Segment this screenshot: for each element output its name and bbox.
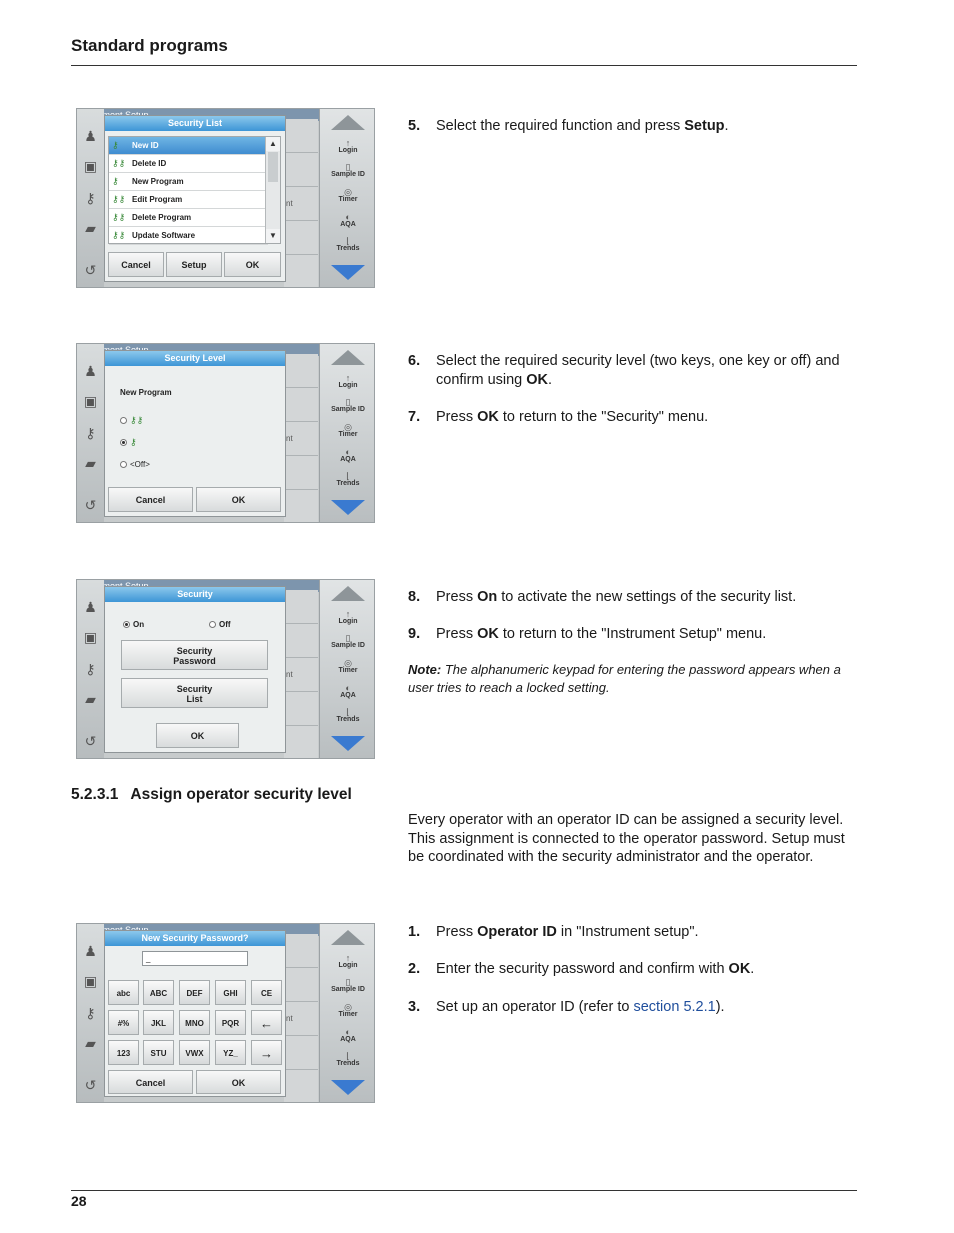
scroll-up-icon[interactable] bbox=[331, 930, 365, 945]
note: Note: The alphanumeric keypad for entering the password appears when a user tries to reach a locked setting. bbox=[408, 662, 841, 695]
triangle-up-icon[interactable]: ▲ bbox=[266, 137, 280, 151]
trends-icon: ⌊ bbox=[346, 471, 350, 481]
triangle-down-icon[interactable]: ▼ bbox=[266, 229, 280, 243]
list-item[interactable]: ⚷⚷ Update Software bbox=[109, 227, 268, 245]
trends-button[interactable]: ⌊ Trends bbox=[320, 237, 375, 253]
scroll-down-icon[interactable] bbox=[331, 265, 365, 280]
aqa-button[interactable]: ◐ AQA bbox=[320, 1028, 375, 1044]
security-list-button[interactable]: Security List bbox=[121, 678, 268, 708]
bg-rows: nt bbox=[284, 119, 318, 287]
login-icon: ↑ bbox=[345, 138, 351, 148]
program-label: New Program bbox=[120, 388, 172, 397]
dialog-title: Security Level bbox=[105, 351, 285, 366]
sample-id-button[interactable]: ▯ Sample ID bbox=[320, 978, 375, 994]
key-ghi[interactable]: GHI bbox=[215, 980, 246, 1005]
login-button[interactable]: ↑ Login bbox=[320, 610, 375, 626]
double-key-icon: ⚷⚷ bbox=[112, 158, 126, 168]
key-abc[interactable]: abc bbox=[108, 980, 139, 1005]
radio-two-keys[interactable] bbox=[120, 415, 143, 426]
aqa-icon: ◐ bbox=[345, 683, 351, 693]
step-6: 6. Select the required security level (two keys, one key or off) and confirm using OK. bbox=[408, 353, 840, 388]
folder-icon[interactable]: ▰ bbox=[85, 1035, 96, 1051]
arrow-right-icon[interactable]: → bbox=[251, 1040, 282, 1065]
back-icon[interactable]: ↺ bbox=[84, 262, 97, 278]
page-header-title: Standard programs bbox=[71, 36, 228, 55]
ok-button[interactable]: OK bbox=[156, 723, 239, 748]
back-icon[interactable]: ↺ bbox=[84, 733, 97, 749]
aqa-button[interactable]: ◐ AQA bbox=[320, 684, 375, 700]
screenshot-security-list bbox=[76, 108, 375, 288]
list-item[interactable]: ⚷⚷ Delete ID bbox=[109, 155, 268, 173]
header-rule bbox=[71, 65, 857, 66]
trends-icon: ⌊ bbox=[346, 707, 350, 717]
person-icon[interactable]: ♟ bbox=[84, 943, 97, 959]
key-icon[interactable]: ⚷ bbox=[85, 425, 96, 441]
device-icon[interactable]: ▣ bbox=[83, 973, 98, 989]
left-toolbar bbox=[77, 109, 104, 287]
section-heading: 5.2.3.1 Assign operator security level bbox=[71, 786, 352, 803]
radio-one-key[interactable] bbox=[120, 437, 137, 448]
step-3: 3. Set up an operator ID (refer to section 5.2.1). bbox=[408, 999, 725, 1015]
timer-icon: ◎ bbox=[344, 1002, 352, 1012]
footer-rule bbox=[71, 1190, 857, 1191]
trends-icon: ⌊ bbox=[346, 236, 350, 246]
double-key-icon: ⚷⚷ bbox=[112, 212, 126, 222]
key-clear[interactable]: CE bbox=[251, 980, 282, 1005]
trends-button[interactable]: ⌊ Trends bbox=[320, 472, 375, 488]
sample-id-icon: ▯ bbox=[345, 397, 351, 407]
password-keypad-dialog bbox=[104, 930, 286, 1097]
right-toolbar bbox=[319, 580, 375, 758]
timer-button[interactable]: ◎ Timer bbox=[320, 659, 375, 675]
radio-on[interactable]: On bbox=[123, 620, 144, 629]
left-toolbar bbox=[77, 344, 104, 522]
radio-off[interactable]: Off bbox=[209, 620, 231, 629]
cancel-button[interactable]: Cancel bbox=[108, 487, 193, 512]
right-toolbar bbox=[319, 344, 375, 522]
single-key-icon: ⚷ bbox=[130, 437, 137, 447]
screenshot-new-security-password bbox=[76, 923, 375, 1103]
cancel-button[interactable]: Cancel bbox=[108, 1070, 193, 1094]
aqa-icon: ◐ bbox=[345, 212, 351, 222]
security-password-button[interactable]: Security Password bbox=[121, 640, 268, 670]
key-icon[interactable]: ⚷ bbox=[85, 1005, 96, 1021]
right-toolbar bbox=[319, 109, 375, 287]
single-key-icon: ⚷ bbox=[112, 140, 119, 150]
aqa-button[interactable]: ◐ AQA bbox=[320, 448, 375, 464]
key-pqr[interactable]: PQR bbox=[215, 1010, 246, 1035]
dialog-title: Security List bbox=[105, 116, 285, 131]
ok-button[interactable]: OK bbox=[224, 252, 281, 277]
list-scrollbar[interactable] bbox=[265, 137, 280, 243]
ok-button[interactable]: OK bbox=[196, 487, 281, 512]
step-9: 9. Press OK to return to the "Instrument Setup" menu. bbox=[408, 626, 767, 642]
scroll-up-icon[interactable] bbox=[331, 350, 365, 365]
sample-id-icon: ▯ bbox=[345, 977, 351, 987]
sample-id-button[interactable]: ▯ Sample ID bbox=[320, 163, 375, 179]
person-icon[interactable]: ♟ bbox=[84, 128, 97, 144]
aqa-icon: ◐ bbox=[345, 447, 351, 457]
sample-id-icon: ▯ bbox=[345, 633, 351, 643]
timer-icon: ◎ bbox=[344, 422, 352, 432]
aqa-icon: ◐ bbox=[345, 1027, 351, 1037]
list-item[interactable]: ⚷ New ID bbox=[109, 137, 268, 155]
key-icon[interactable]: ⚷ bbox=[85, 190, 96, 206]
back-icon[interactable]: ↺ bbox=[84, 497, 97, 513]
left-toolbar bbox=[77, 580, 104, 758]
double-key-icon: ⚷⚷ bbox=[112, 230, 126, 240]
login-icon: ↑ bbox=[345, 373, 351, 383]
person-icon[interactable]: ♟ bbox=[84, 599, 97, 615]
timer-icon: ◎ bbox=[344, 658, 352, 668]
bg-rows: nt bbox=[284, 590, 318, 758]
folder-icon[interactable]: ▰ bbox=[85, 220, 96, 236]
key-vwx[interactable]: VWX bbox=[179, 1040, 210, 1065]
radio-off[interactable]: <Off> bbox=[120, 460, 150, 469]
key-yz[interactable]: YZ_ bbox=[215, 1040, 246, 1065]
sample-id-button[interactable]: ▯ Sample ID bbox=[320, 634, 375, 650]
trends-button[interactable]: ⌊ Trends bbox=[320, 1052, 375, 1068]
device-icon[interactable]: ▣ bbox=[83, 393, 98, 409]
key-icon[interactable]: ⚷ bbox=[85, 661, 96, 677]
dialog-title: New Security Password? bbox=[105, 931, 285, 946]
security-list bbox=[108, 136, 281, 244]
key-numeric[interactable]: 123 bbox=[108, 1040, 139, 1065]
scroll-down-icon[interactable] bbox=[331, 736, 365, 751]
aqa-button[interactable]: ◐ AQA bbox=[320, 213, 375, 229]
cancel-button[interactable]: Cancel bbox=[108, 252, 164, 277]
ok-button[interactable]: OK bbox=[196, 1070, 281, 1094]
section-link[interactable]: section 5.2.1 bbox=[633, 999, 716, 1015]
security-level-dialog bbox=[104, 350, 286, 517]
key-jkl[interactable]: JKL bbox=[143, 1010, 174, 1035]
dialog-title: Security bbox=[105, 587, 285, 602]
bg-rows: nt bbox=[284, 934, 318, 1102]
timer-button[interactable]: ◎ Timer bbox=[320, 1003, 375, 1019]
list-item[interactable]: ⚷⚷ Delete Program bbox=[109, 209, 268, 227]
trends-button[interactable]: ⌊ Trends bbox=[320, 708, 375, 724]
scroll-up-icon[interactable] bbox=[331, 115, 365, 130]
key-symbols[interactable]: #% bbox=[108, 1010, 139, 1035]
scroll-up-icon[interactable] bbox=[331, 586, 365, 601]
security-dialog bbox=[104, 586, 286, 753]
bg-rows: nt bbox=[284, 354, 318, 522]
step-8: 8. Press On to activate the new settings of the security list. bbox=[408, 589, 797, 605]
timer-button[interactable]: ◎ Timer bbox=[320, 188, 375, 204]
key-def[interactable]: DEF bbox=[179, 980, 210, 1005]
sample-id-button[interactable]: ▯ Sample ID bbox=[320, 398, 375, 414]
screenshot-security-level bbox=[76, 343, 375, 523]
person-icon[interactable]: ♟ bbox=[84, 363, 97, 379]
arrow-left-icon[interactable]: ← bbox=[251, 1010, 282, 1035]
step-2: 2. Enter the security password and confirm with OK. bbox=[408, 961, 755, 977]
timer-button[interactable]: ◎ Timer bbox=[320, 423, 375, 439]
password-input[interactable]: _ bbox=[142, 951, 248, 966]
scroll-down-icon[interactable] bbox=[331, 500, 365, 515]
step-5: 5. Select the required function and press Setup. bbox=[408, 118, 729, 134]
page-number: 28 bbox=[71, 1193, 87, 1209]
key-stu[interactable]: STU bbox=[143, 1040, 174, 1065]
right-toolbar bbox=[319, 924, 375, 1102]
screenshot-security bbox=[76, 579, 375, 759]
login-icon: ↑ bbox=[345, 953, 351, 963]
list-item[interactable]: ⚷⚷ Edit Program bbox=[109, 191, 268, 209]
login-button[interactable]: ↑ Login bbox=[320, 139, 375, 155]
step-7: 7. Press OK to return to the "Security" menu. bbox=[408, 409, 709, 425]
scroll-thumb[interactable] bbox=[268, 152, 278, 182]
setup-button[interactable]: Setup bbox=[166, 252, 222, 277]
list-item[interactable]: ⚷ New Program bbox=[109, 173, 268, 191]
intro-paragraph: Every operator with an operator ID can be assigned a security level. This assignment is connected to the operator password. Setup must be coordinated with the security administrator and the operator. bbox=[408, 812, 845, 865]
login-icon: ↑ bbox=[345, 609, 351, 619]
timer-icon: ◎ bbox=[344, 187, 352, 197]
left-toolbar bbox=[77, 924, 104, 1102]
back-icon[interactable]: ↺ bbox=[84, 1077, 97, 1093]
single-key-icon: ⚷ bbox=[112, 176, 119, 186]
key-abc-upper[interactable]: ABC bbox=[143, 980, 174, 1005]
folder-icon[interactable]: ▰ bbox=[85, 691, 96, 707]
double-key-icon: ⚷⚷ bbox=[130, 415, 144, 425]
device-icon[interactable]: ▣ bbox=[83, 158, 98, 174]
double-key-icon: ⚷⚷ bbox=[112, 194, 126, 204]
key-mno[interactable]: MNO bbox=[179, 1010, 210, 1035]
security-list-dialog bbox=[104, 115, 286, 282]
sample-id-icon: ▯ bbox=[345, 162, 351, 172]
step-1: 1. Press Operator ID in "Instrument setup". bbox=[408, 924, 699, 940]
folder-icon[interactable]: ▰ bbox=[85, 455, 96, 471]
trends-icon: ⌊ bbox=[346, 1051, 350, 1061]
device-icon[interactable]: ▣ bbox=[83, 629, 98, 645]
scroll-down-icon[interactable] bbox=[331, 1080, 365, 1095]
login-button[interactable]: ↑ Login bbox=[320, 374, 375, 390]
login-button[interactable]: ↑ Login bbox=[320, 954, 375, 970]
